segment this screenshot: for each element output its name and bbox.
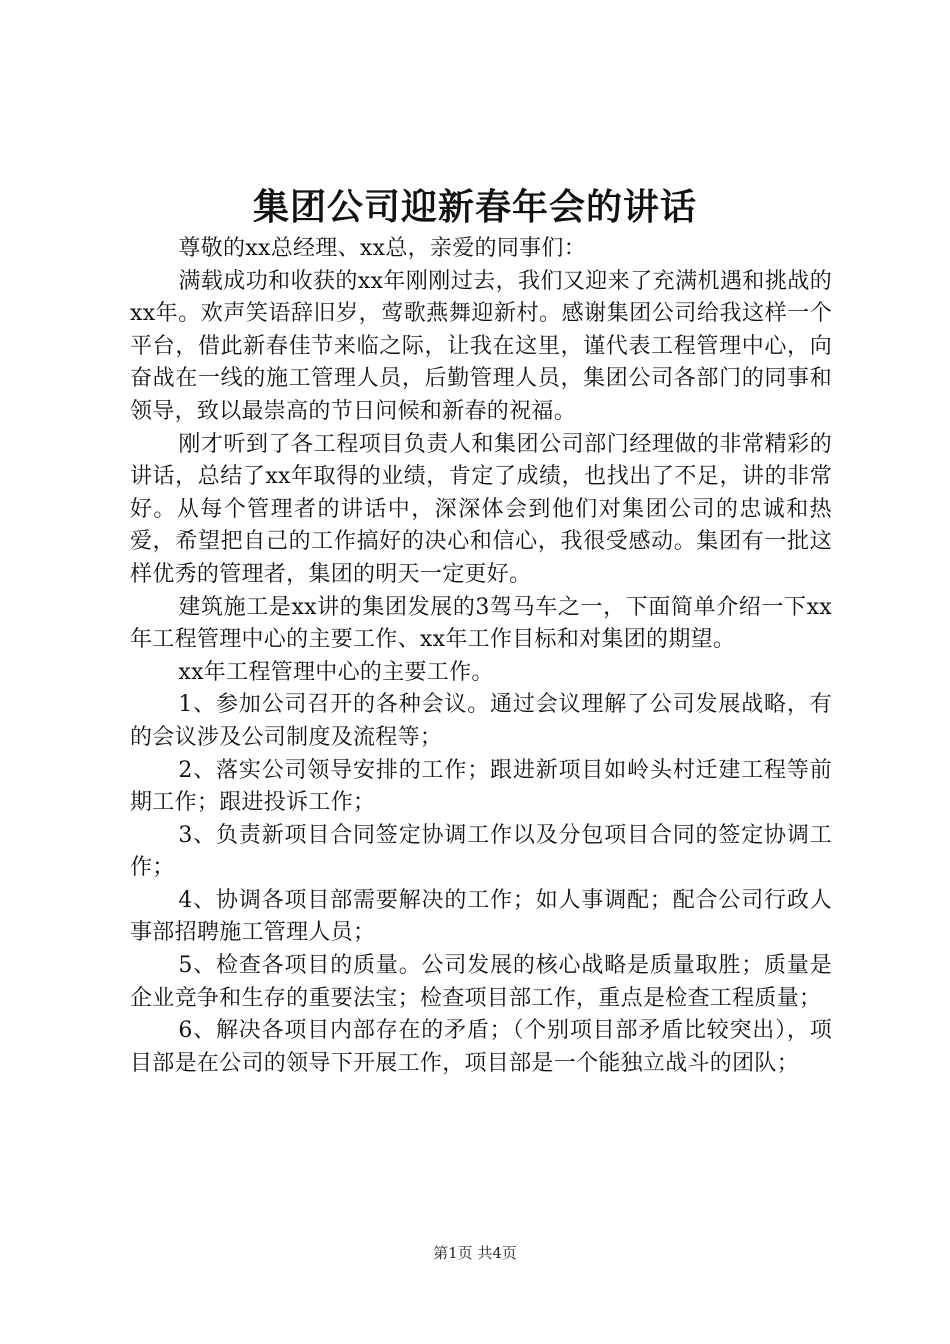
document-title: 集团公司迎新春年会的讲话 <box>252 187 697 228</box>
body-paragraph: 建筑施工是xx讲的集团发展的3驾马车之一，下面简单介绍一下xx年工程管理中心的主要工作、xx年工作目标和对集团的期望。 <box>130 594 832 653</box>
salutation-paragraph: 尊敬的xx总经理、xx总，亲爱的同事们： <box>178 236 587 261</box>
section-heading-paragraph: xx年工程管理中心的主要工作。 <box>178 659 494 685</box>
list-item-paragraph: 1、参加公司召开的各种会议。通过会议理解了公司发展战略，有的会议涉及公司制度及流程等； <box>130 692 832 750</box>
page-number-footer: 第1页 共4页 <box>433 1244 517 1262</box>
body-paragraph: 满载成功和收获的xx年刚刚过去，我们又迎来了充满机遇和挑战的xx年。欢声笑语辞旧岁，莺歌燕舞迎新村。感谢集团公司给我这样一个平台，借此新春佳节来临之际，让我在这里，谨代表工程管理中心，向奋战在一线的施工管理人员，后勤管理人员，集团公司各部门的同事和领导，致以最崇高的节日问候和新春的祝福。 <box>130 268 832 424</box>
list-item-paragraph: 6、解决各项目内部存在的矛盾；（个别项目部矛盾比较突出），项目部是在公司的领导下开展工作，项目部是一个能独立战斗的团队； <box>130 1018 832 1076</box>
list-item-paragraph: 5、检查各项目的质量。公司发展的核心战略是质量取胜；质量是企业竞争和生存的重要法宝；检查项目部工作，重点是检查工程质量； <box>130 953 832 1011</box>
list-item-paragraph: 3、负责新项目合同签定协调工作以及分包项目合同的签定协调工作； <box>130 822 832 881</box>
list-item-paragraph: 2、落实公司领导安排的工作；跟进新项目如岭头村迁建工程等前期工作；跟进投诉工作； <box>130 757 832 816</box>
list-item-paragraph: 4、协调各项目部需要解决的工作；如人事调配；配合公司行政人事部招聘施工管理人员； <box>130 887 832 946</box>
document-body <box>130 233 832 1080</box>
body-paragraph: 刚才听到了各工程项目负责人和集团公司部门经理做的非常精彩的讲话，总结了xx年取得的业绩，肯定了成绩，也找出了不足，讲的非常好。从每个管理者的讲话中，深深体会到他们对集团公司的忠诚和热爱，希望把自己的工作搞好的决心和信心，我很受感动。集团有一批这样优秀的管理者，集团的明天一定更好。 <box>130 431 832 587</box>
